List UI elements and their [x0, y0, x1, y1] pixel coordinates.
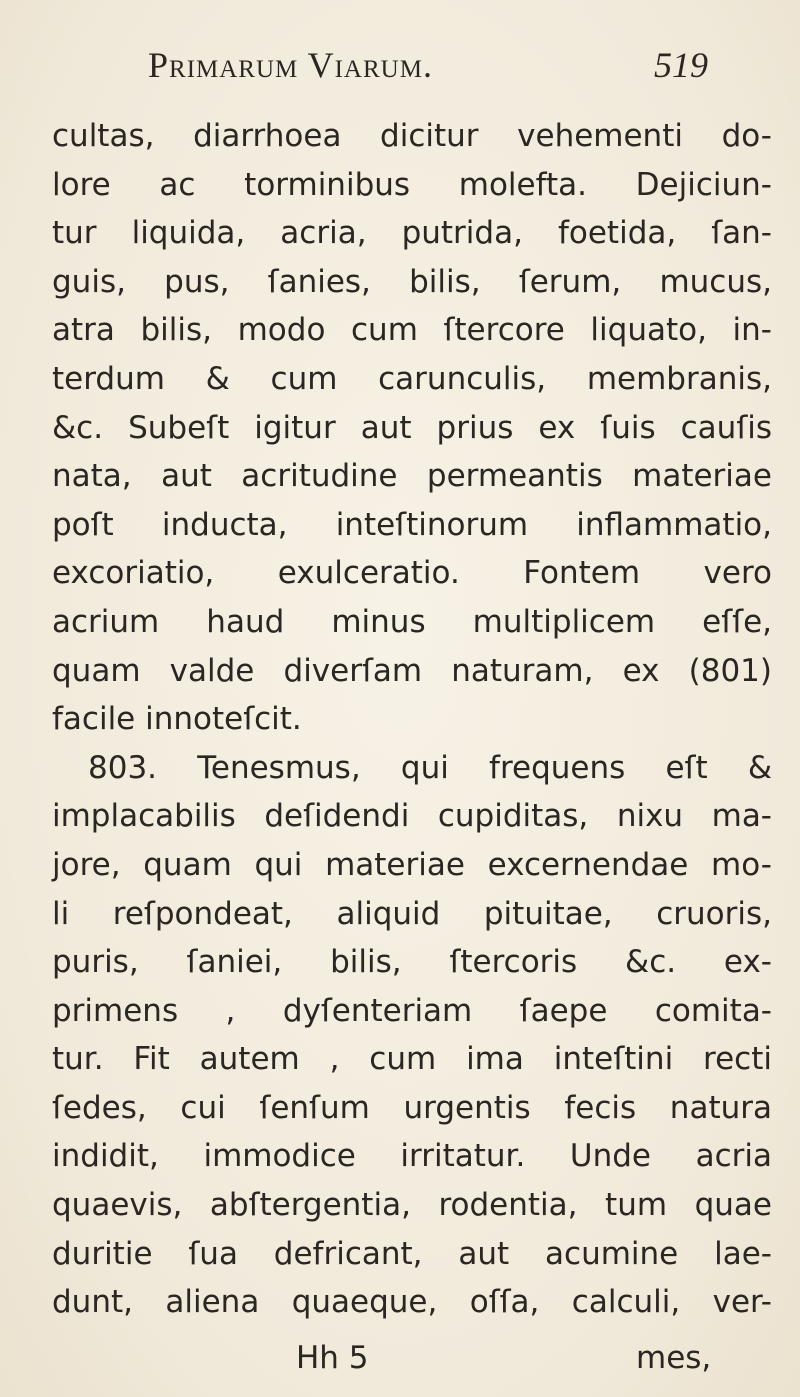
- text-line: ſedes, cui ſenſum urgentis fecis natura: [52, 1089, 772, 1126]
- text-line: tur liquida, acria, putrida, foetida, ſan-: [52, 215, 772, 252]
- text-line: nata, aut acritudine permeantis materiae: [52, 458, 772, 495]
- text-line: implacabilis deſidendi cupiditas, nixu ma-: [52, 798, 772, 835]
- text-line: li reſpondeat, aliquid pituitae, cruoris,: [52, 895, 772, 932]
- text-line: tur. Fit autem , cum ima inteſtini recti: [52, 1041, 772, 1078]
- text-line: dunt, aliena quaeque, oſſa, calculi, ver-: [52, 1284, 772, 1321]
- text-line: duritie ſua defricant, aut acumine lae-: [52, 1235, 772, 1272]
- body-text: [52, 112, 772, 1327]
- text-line: primens , dyſenteriam ſaepe comita-: [52, 992, 772, 1029]
- signature-mark: Hh 5: [296, 1340, 369, 1376]
- text-line: cultas, diarrhoea dicitur vehementi do-: [52, 118, 772, 154]
- text-line: quam valde diverſam naturam, ex (801): [52, 652, 772, 689]
- text-line: indidit, immodice irritatur. Unde acria: [52, 1138, 772, 1175]
- text-line: atra bilis, modo cum ſtercore liquato, in-: [52, 312, 772, 349]
- text-line: guis, pus, ſanies, bilis, ſerum, mucus,: [52, 263, 772, 300]
- text-line: &c. Subeſt igitur aut prius ex ſuis cauſis: [52, 409, 772, 446]
- paragraph-start-line: 803. Tenesmus, qui frequens eſt &: [88, 749, 772, 786]
- text-line: terdum & cum carunculis, membranis,: [52, 360, 772, 397]
- text-line: lore ac torminibus molefta. Dejiciun-: [52, 166, 772, 203]
- page-footer: [0, 1340, 800, 1390]
- text-line: puris, ſaniei, bilis, ſtercoris &c. ex-: [52, 944, 772, 981]
- text-line: poſt inducta, inteſtinorum inflammatio,: [52, 506, 772, 543]
- running-head: Primarum Viarum.: [148, 45, 433, 85]
- catchword: mes,: [636, 1340, 712, 1376]
- text-line: jore, quam qui materiae excernendae mo-: [52, 846, 772, 883]
- page-header: [148, 44, 708, 94]
- paragraph-end-line: facile innoteſcit.: [52, 701, 302, 738]
- text-line: quaevis, abſtergentia, rodentia, tum quae: [52, 1187, 772, 1224]
- text-line: excoriatio, exulceratio. Fontem vero: [52, 555, 772, 592]
- text-line: acrium haud minus multiplicem eſſe,: [52, 603, 772, 640]
- page-number: 519: [654, 45, 708, 85]
